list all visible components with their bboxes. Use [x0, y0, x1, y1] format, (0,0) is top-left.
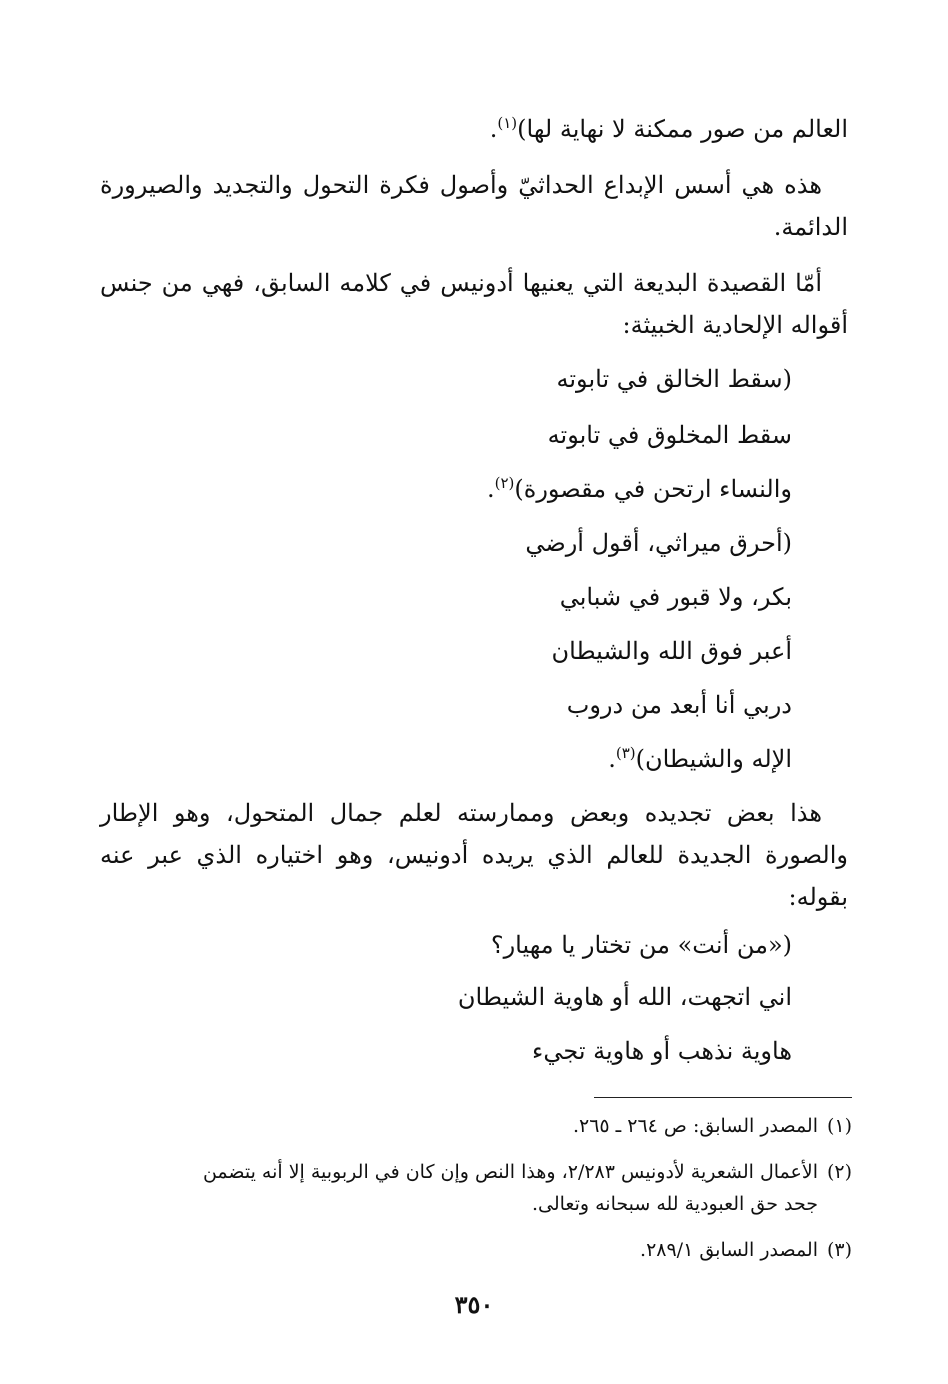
poem3-line3: هاوية نذهب أو هاوية تجيء — [532, 1037, 792, 1065]
paragraph-2: أمّا القصيدة البديعة التي يعنيها أدونيس في كلامه السابق، فهي من جنس أقواله الإلحادية الخبيثة: — [100, 269, 848, 339]
poem2-line5-text: الإله والشيطان) — [635, 745, 792, 773]
footnote-2-number: (٢) — [826, 1161, 852, 1183]
footnote-2-continuation: جحد حق العبودية لله سبحانه وتعالى. — [531, 1193, 818, 1215]
footnote-3 — [100, 1234, 852, 1266]
poem2-line5 — [608, 738, 792, 780]
footnote-1-number: (١) — [826, 1115, 852, 1137]
page-number: ٣٥٠ — [454, 1290, 494, 1319]
poem2-line3: أعبر فوق الله والشيطان — [551, 637, 792, 665]
poem3-line1: («من أنت» من تختار يا مهيار؟ — [490, 931, 792, 959]
footnote-1-text: المصدر السابق: ص ٢٦٤ ـ ٢٦٥. — [572, 1115, 818, 1137]
opening-period: . — [489, 115, 498, 143]
footnote-2-text: الأعمال الشعرية لأدونيس ٢/٢٨٣، وهذا النص وإن كان في الربوبية إلا أنه يتضمن — [202, 1161, 818, 1183]
footnote-3-text: المصدر السابق ٢٨٩/١. — [640, 1239, 818, 1261]
footnote-2 — [100, 1156, 852, 1220]
opening-text: العالم من صور ممكنة لا نهاية لها) — [517, 115, 848, 143]
poem2-line2: بكر، ولا قبور في شبابي — [559, 583, 792, 611]
poem3-line2: اني اتجهت، الله أو هاوية الشيطان — [457, 983, 792, 1011]
poem2-line4: دربي أنا أبعد من دروب — [566, 691, 792, 719]
poem1-line3 — [487, 468, 792, 510]
footnote-separator — [594, 1097, 852, 1098]
poem1-line2: سقط المخلوق في تابوته — [547, 421, 792, 449]
footnote-ref-3: (٣) — [615, 744, 636, 762]
footnote-3-number: (٣) — [826, 1239, 852, 1261]
poem2-period: . — [608, 745, 616, 773]
poem2-line1: (أحرق ميراثي، أقول أرضي — [525, 529, 792, 557]
poem1-period: . — [486, 475, 495, 503]
paragraph-1: هذه هي أسس الإبداع الحداثيّ وأصول فكرة التحول والتجديد والصيرورة الدائمة. — [100, 171, 848, 241]
poem1-line1: (سقط الخالق في تابوته — [556, 365, 792, 393]
paragraph-3: هذا بعض تجديده وبعض وممارسته لعلم جمال المتحول، وهو الإطار والصورة الجديدة للعالم الذي يريده أدونيس، وهو اختياره الذي عبر عنه بقوله: — [100, 799, 848, 911]
opening-line — [100, 108, 848, 150]
footnote-1 — [100, 1110, 852, 1142]
poem1-line3-text: والنساء ارتحن في مقصورة) — [514, 475, 792, 503]
footnote-ref-2: (٢) — [494, 474, 515, 492]
footnote-ref-1: (١) — [497, 114, 518, 132]
